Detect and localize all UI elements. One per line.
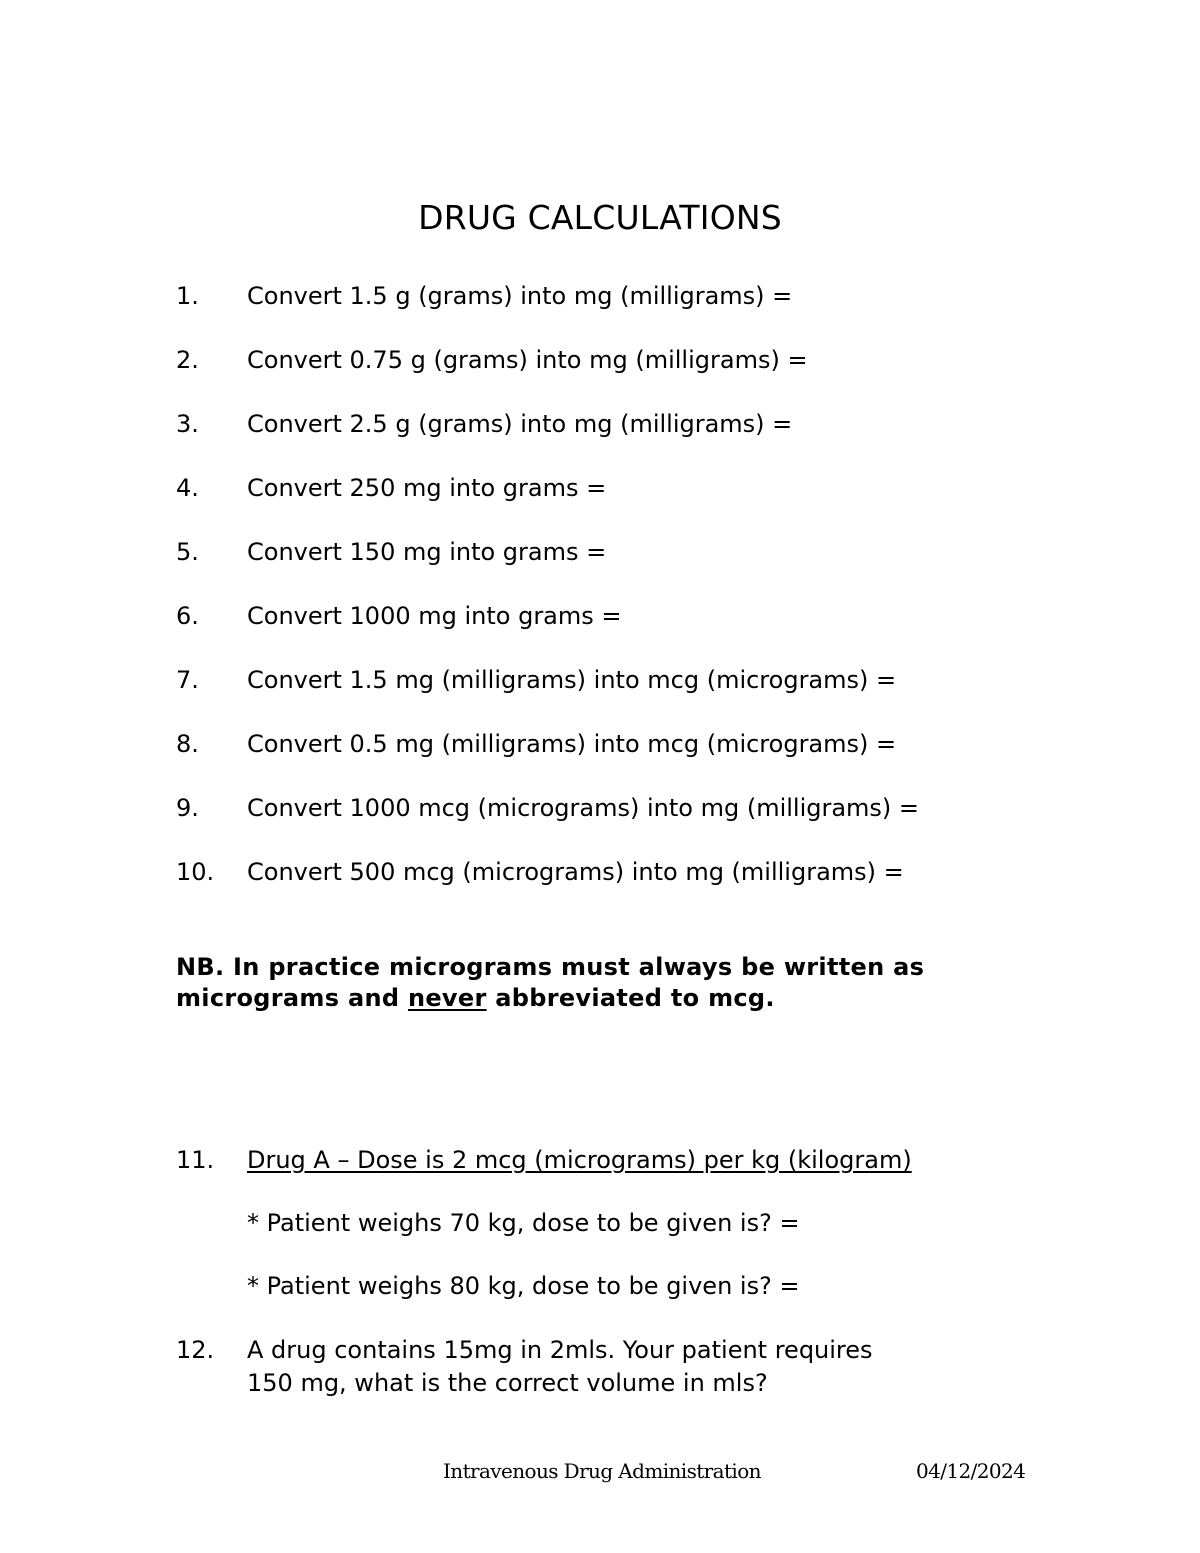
question-text: Convert 250 mg into grams = xyxy=(247,474,607,502)
note-emphasis: never xyxy=(407,984,487,1012)
note-paragraph xyxy=(176,952,1056,1014)
question-text: Convert 1.5 g (grams) into mg (milligrams) = xyxy=(247,282,793,310)
question-11-part-2: * Patient weighs 80 kg, dose to be given is? = xyxy=(247,1272,800,1300)
question-number: 11. xyxy=(176,1146,215,1174)
question-text: Convert 1000 mcg (micrograms) into mg (milligrams) = xyxy=(247,794,920,822)
question-text-line-1: A drug contains 15mg in 2mls. Your patient requires xyxy=(247,1336,873,1364)
note-text-after: abbreviated to mcg. xyxy=(486,984,775,1012)
question-number: 8. xyxy=(176,730,199,758)
question-text: Convert 0.75 g (grams) into mg (milligrams) = xyxy=(247,346,808,374)
question-number: 6. xyxy=(176,602,199,630)
question-heading: Drug A – Dose is 2 mcg (micrograms) per kg (kilogram) xyxy=(247,1146,912,1174)
footer-course: Intravenous Drug Administration xyxy=(443,1459,761,1483)
question-11-part-1: * Patient weighs 70 kg, dose to be given is? = xyxy=(247,1209,800,1237)
question-number: 3. xyxy=(176,410,199,438)
question-number: 7. xyxy=(176,666,199,694)
note-text-before: NB. In practice micrograms must always be written as micrograms and xyxy=(176,953,925,1012)
page-title: DRUG CALCULATIONS xyxy=(418,198,782,237)
question-text-line-2: 150 mg, what is the correct volume in mls? xyxy=(247,1369,768,1397)
question-text: Convert 1.5 mg (milligrams) into mcg (micrograms) = xyxy=(247,666,897,694)
question-number: 10. xyxy=(176,858,215,886)
question-text: Convert 150 mg into grams = xyxy=(247,538,607,566)
question-number: 12. xyxy=(176,1336,215,1364)
question-number: 5. xyxy=(176,538,199,566)
question-number: 2. xyxy=(176,346,199,374)
question-text: Convert 1000 mg into grams = xyxy=(247,602,622,630)
question-text: Convert 500 mcg (micrograms) into mg (milligrams) = xyxy=(247,858,904,886)
question-number: 1. xyxy=(176,282,199,310)
question-text: Convert 2.5 g (grams) into mg (milligrams) = xyxy=(247,410,793,438)
footer-date: 04/12/2024 xyxy=(916,1459,1026,1483)
question-number: 9. xyxy=(176,794,199,822)
question-number: 4. xyxy=(176,474,199,502)
question-text: Convert 0.5 mg (milligrams) into mcg (micrograms) = xyxy=(247,730,897,758)
